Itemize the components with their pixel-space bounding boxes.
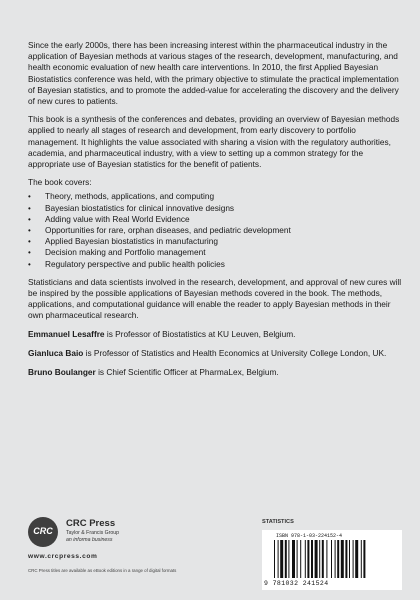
list-item-text: Applied Bayesian biostatistics in manufacturing bbox=[45, 236, 218, 247]
subject-label: STATISTICS bbox=[262, 519, 294, 525]
list-item-text: Adding value with Real World Evidence bbox=[45, 213, 190, 224]
author-desc: is Professor of Statistics and Health Economics at University College London, UK. bbox=[83, 347, 387, 358]
list-item-text: Opportunities for rare, orphan diseases, and pediatric development bbox=[45, 225, 291, 236]
list-item bbox=[28, 247, 406, 258]
paragraph-intro: Since the early 2000s, there has been increasing interest within the pharmaceutical industry in the application of Bayesian methods at various stages of the research, development, manufacturing, and health economic evaluation of new health care interventions. In 2010, the first Applied Bayesian Biostatistics conference was held, with the primary objective to stimulate the practical implementation of Bayesian statistics, and to promote the added-value for accelerating the discovery and the delivery of new cures to patients. bbox=[28, 40, 399, 107]
barcode-icon bbox=[272, 540, 392, 580]
covers-intro: The book covers: bbox=[28, 177, 92, 188]
list-item-text: Bayesian biostatistics for clinical innovative designs bbox=[45, 202, 235, 213]
list-item bbox=[28, 236, 406, 247]
list-item-text: Regulatory perspective and public health policies bbox=[45, 258, 225, 269]
bullet-icon: • bbox=[28, 214, 31, 224]
list-item bbox=[28, 225, 406, 236]
publisher-block bbox=[28, 517, 228, 577]
list-item-text: Theory, methods, applications, and computing bbox=[45, 191, 215, 202]
list-item bbox=[28, 191, 406, 202]
bullet-icon: • bbox=[28, 203, 31, 213]
bullet-icon: • bbox=[28, 192, 31, 202]
paragraph-synthesis: This book is a synthesis of the conferences and debates, providing an overview of Bayesian methods applied to nearly all stages of research and development, from early discovery to portfolio management. It highlights the value associated with sharing a vision with the regulatory authorities, academia, and pharmaceutical industry, with a view to setting up a common strategy for the appropriate use of Bayesian statistics for the benefit of patients. bbox=[28, 114, 400, 170]
publisher-group: Taylor & Francis Group bbox=[66, 530, 120, 536]
author-name: Gianluca Baio bbox=[28, 347, 84, 358]
publisher-name: CRC Press bbox=[66, 518, 116, 529]
bullet-icon: • bbox=[28, 226, 31, 236]
author-bio bbox=[28, 348, 406, 359]
list-item-text: Decision making and Portfolio management bbox=[45, 247, 206, 258]
barcode bbox=[262, 530, 402, 590]
list-item bbox=[28, 214, 406, 225]
author-bio bbox=[28, 367, 406, 378]
bullet-icon: • bbox=[28, 259, 31, 269]
publisher-url: www.crcpress.com bbox=[28, 553, 98, 560]
publisher-business: an informa business bbox=[66, 537, 113, 543]
author-name: Bruno Boulanger bbox=[28, 367, 96, 378]
crc-logo-icon bbox=[28, 517, 58, 547]
ebook-note: CRC Press titles are available as eBook editions in a range of digital formats bbox=[28, 568, 177, 573]
back-cover-text bbox=[28, 40, 406, 386]
bullet-icon: • bbox=[28, 248, 31, 258]
author-desc: is Chief Scientific Officer at PharmaLex, Belgium. bbox=[95, 367, 279, 378]
logo-text: CRC bbox=[33, 526, 53, 536]
list-item bbox=[28, 203, 406, 214]
author-bio bbox=[28, 329, 406, 340]
isbn-text: ISBN 978-1-03-224152-4 bbox=[276, 533, 343, 539]
list-item bbox=[28, 259, 406, 270]
author-desc: is Professor of Biostatistics at KU Leuven, Belgium. bbox=[104, 328, 296, 339]
barcode-digits: 9 781032 241524 bbox=[264, 580, 329, 587]
paragraph-audience: Statisticians and data scientists involved in the research, development, and approval of new cures will be inspired by the possible applications of Bayesian methods covered in the book. The methods, applications, and computational guidance will enable the reader to apply Bayesian methods in their own pharmaceutical research. bbox=[28, 276, 402, 321]
author-name: Emmanuel Lesaffre bbox=[28, 328, 105, 339]
bullet-icon: • bbox=[28, 237, 31, 247]
covers-list bbox=[28, 191, 406, 269]
